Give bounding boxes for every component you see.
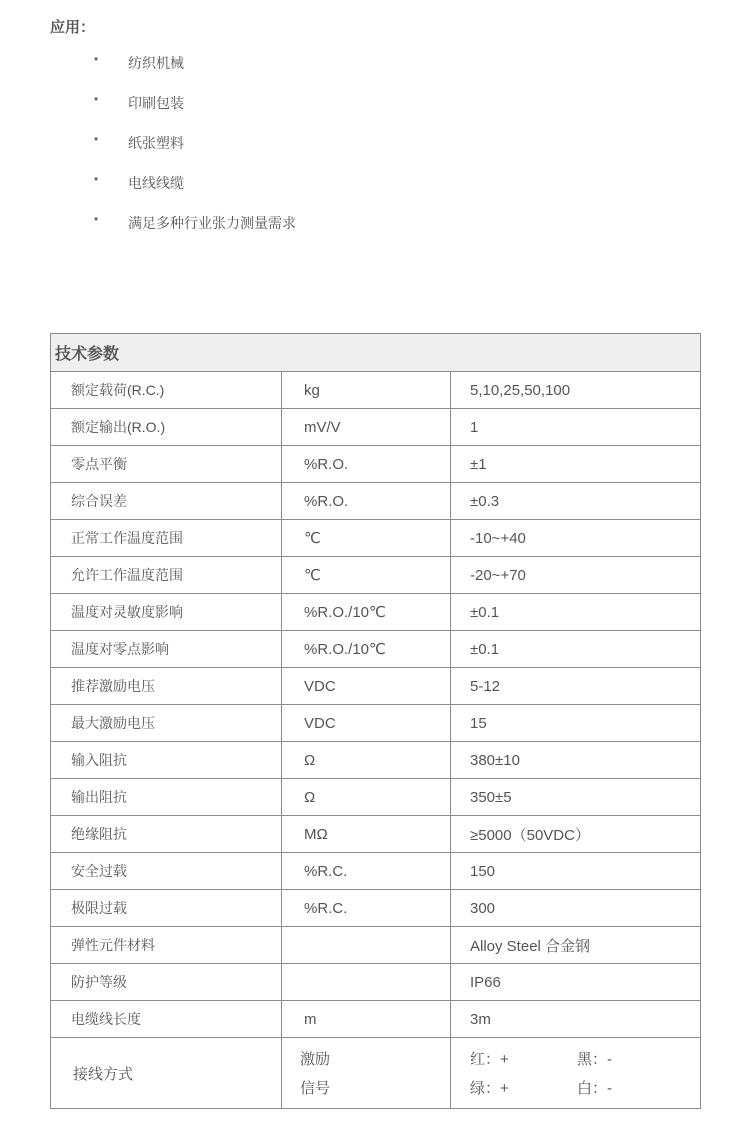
- table-row: [51, 446, 701, 483]
- exc-pos-text: 红：+: [470, 1051, 509, 1068]
- spec-name-cell: 输入阻抗: [51, 742, 282, 779]
- wiring-row: [51, 1038, 701, 1109]
- spec-unit-cell: %R.O.: [282, 483, 451, 520]
- spec-name-cell: 额定载荷(R.C.): [51, 372, 282, 409]
- table-row: [51, 853, 701, 890]
- spec-value-cell: -20~+70: [451, 557, 701, 594]
- spec-name-cell: 防护等级: [51, 964, 282, 1001]
- spec-name-cell: 额定输出(R.O.): [51, 409, 282, 446]
- wiring-colors-cell: [451, 1038, 701, 1109]
- application-text: 纸张塑料: [128, 135, 184, 151]
- bullet-icon: •: [94, 172, 99, 186]
- wiring-name-cell: 接线方式: [51, 1038, 282, 1109]
- spec-unit-cell: ℃: [282, 557, 451, 594]
- spec-unit-cell: Ω: [282, 779, 451, 816]
- spec-unit-cell: %R.O./10℃: [282, 594, 451, 631]
- table-row: [51, 816, 701, 853]
- wiring-labels-cell: [282, 1038, 451, 1109]
- spec-name-cell: 电缆线长度: [51, 1001, 282, 1038]
- spec-name-cell: 综合误差: [51, 483, 282, 520]
- spec-unit-cell: %R.C.: [282, 890, 451, 927]
- table-row: [51, 964, 701, 1001]
- spec-unit-cell: [282, 964, 451, 1001]
- spec-value-cell: ≥5000（50VDC）: [451, 816, 701, 853]
- list-item: [0, 161, 400, 201]
- spec-unit-cell: VDC: [282, 668, 451, 705]
- table-row: [51, 668, 701, 705]
- list-item: [0, 201, 400, 241]
- spec-value-cell: 3m: [451, 1001, 701, 1038]
- spec-name-cell: 温度对灵敏度影响: [51, 594, 282, 631]
- spec-value-cell: ±0.3: [451, 483, 701, 520]
- spec-name-cell: 极限过载: [51, 890, 282, 927]
- table-row: [51, 705, 701, 742]
- spec-value-cell: 5-12: [451, 668, 701, 705]
- table-row: [51, 409, 701, 446]
- spec-unit-cell: VDC: [282, 705, 451, 742]
- spec-value-cell: IP66: [451, 964, 701, 1001]
- spec-value-cell: 1: [451, 409, 701, 446]
- bullet-icon: •: [94, 132, 99, 146]
- table-row: [51, 483, 701, 520]
- spec-value-cell: 15: [451, 705, 701, 742]
- spec-unit-cell: %R.O.: [282, 446, 451, 483]
- bullet-icon: •: [94, 212, 99, 226]
- list-item: [0, 81, 400, 121]
- spec-value-cell: 380±10: [451, 742, 701, 779]
- table-row: [51, 779, 701, 816]
- sig-neg-text: 白：-: [577, 1080, 612, 1097]
- spec-unit-cell: MΩ: [282, 816, 451, 853]
- spec-unit-cell: %R.O./10℃: [282, 631, 451, 668]
- spec-name-cell: 最大激励电压: [51, 705, 282, 742]
- spec-unit-cell: mV/V: [282, 409, 451, 446]
- table-row: [51, 372, 701, 409]
- applications-title: 应用：: [50, 19, 96, 36]
- list-item: [0, 41, 400, 81]
- spec-unit-cell: m: [282, 1001, 451, 1038]
- application-text: 纺织机械: [128, 55, 184, 71]
- table-row: [51, 631, 701, 668]
- table-row: [51, 927, 701, 964]
- spec-name-cell: 正常工作温度范围: [51, 520, 282, 557]
- signal-label: 信号: [300, 1080, 331, 1097]
- spec-table: [50, 333, 701, 1109]
- spec-unit-cell: Ω: [282, 742, 451, 779]
- spec-unit-cell: [282, 927, 451, 964]
- bullet-icon: •: [94, 92, 99, 106]
- table-row: [51, 742, 701, 779]
- spec-unit-cell: ℃: [282, 520, 451, 557]
- exc-neg-text: 黑：-: [577, 1051, 612, 1068]
- spec-value-cell: 300: [451, 890, 701, 927]
- bullet-icon: •: [94, 52, 99, 66]
- spec-title: 技术参数: [51, 334, 701, 372]
- spec-value-cell: 150: [451, 853, 701, 890]
- spec-value-cell: -10~+40: [451, 520, 701, 557]
- spec-unit-cell: %R.C.: [282, 853, 451, 890]
- spec-name-cell: 温度对零点影响: [51, 631, 282, 668]
- application-text: 电线线缆: [128, 175, 184, 191]
- sig-pos-text: 绿：+: [470, 1080, 509, 1097]
- spec-name-cell: 绝缘阻抗: [51, 816, 282, 853]
- spec-unit-cell: kg: [282, 372, 451, 409]
- spec-value-cell: ±0.1: [451, 594, 701, 631]
- table-row: [51, 1001, 701, 1038]
- table-row: [51, 557, 701, 594]
- spec-value-cell: Alloy Steel 合金钢: [451, 927, 701, 964]
- excitation-label: 激励: [300, 1051, 331, 1068]
- application-text: 满足多种行业张力测量需求: [128, 215, 296, 231]
- table-row: [51, 520, 701, 557]
- spec-name-cell: 安全过载: [51, 853, 282, 890]
- spec-name-cell: 推荐激励电压: [51, 668, 282, 705]
- spec-name-cell: 零点平衡: [51, 446, 282, 483]
- spec-name-cell: 弹性元件材料: [51, 927, 282, 964]
- spec-value-cell: 5,10,25,50,100: [451, 372, 701, 409]
- table-row: [51, 594, 701, 631]
- table-row: [51, 890, 701, 927]
- spec-value-cell: 350±5: [451, 779, 701, 816]
- spec-value-cell: ±0.1: [451, 631, 701, 668]
- spec-value-cell: ±1: [451, 446, 701, 483]
- list-item: [0, 121, 400, 161]
- application-text: 印刷包装: [128, 95, 184, 111]
- spec-header-row: [51, 334, 701, 372]
- spec-name-cell: 允许工作温度范围: [51, 557, 282, 594]
- applications-list: [0, 41, 400, 241]
- spec-name-cell: 输出阻抗: [51, 779, 282, 816]
